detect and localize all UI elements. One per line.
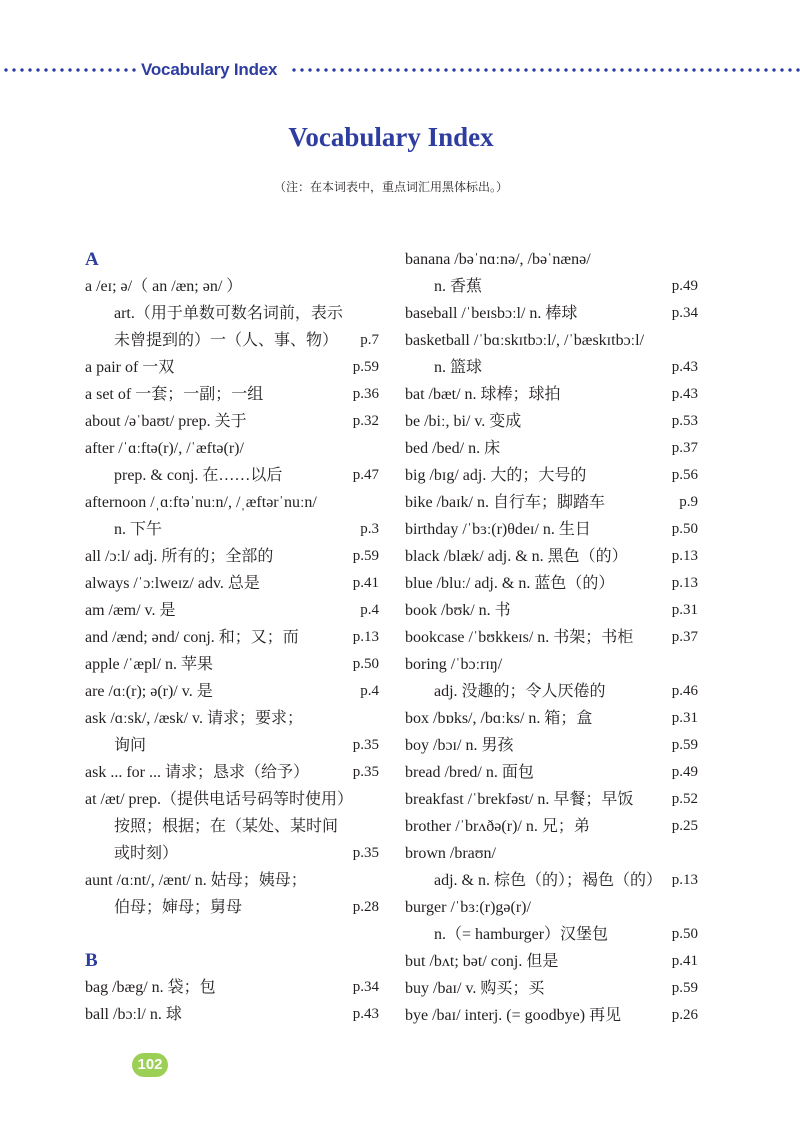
- vocab-entry-text: boring /ˈbɔːrɪŋ/: [405, 656, 503, 673]
- vocab-entry-text: a pair of 一双: [85, 359, 175, 376]
- vocab-entry: [405, 597, 698, 624]
- vocab-entry-text: ask /ɑːsk/, /æsk/ v. 请求；要求；: [85, 710, 304, 727]
- vocab-entry-page: p.26: [671, 1007, 698, 1023]
- vocab-entry: [85, 651, 379, 678]
- vocab-entry-page: p.49: [671, 764, 698, 780]
- vocab-entry: [85, 435, 379, 462]
- vocab-entry-page: p.43: [671, 386, 698, 402]
- vocab-entry-page: p.52: [671, 791, 698, 807]
- vocab-entry-page: p.46: [671, 683, 698, 699]
- section-letter-a: A: [85, 249, 99, 270]
- vocab-entry-page: p.37: [671, 440, 698, 456]
- vocab-entry-text: bed /bed/ n. 床: [405, 440, 501, 457]
- page-note: （注：在本词表中，重点词汇用黑体标出。）: [273, 180, 508, 194]
- vocab-entry: [405, 840, 698, 867]
- vocab-entry-text: always /ˈɔːlweɪz/ adv. 总是: [85, 575, 260, 592]
- vocab-entry-text: ask ... for ... 请求；恳求（给予）: [85, 764, 309, 781]
- vocab-entry: [85, 354, 379, 381]
- vocab-entry-text: art.（用于单数可数名词前，表示: [114, 305, 343, 322]
- vocab-entry: [405, 705, 698, 732]
- vocab-entry-page: p.59: [671, 980, 698, 996]
- vocab-entry-continuation: [85, 894, 379, 921]
- vocab-entry-page: p.9: [679, 494, 698, 510]
- vocab-entry: [405, 435, 698, 462]
- vocab-entry-page: p.13: [671, 575, 698, 591]
- vocab-entry: [85, 974, 379, 1001]
- vocab-entry-text: 或时刻）: [114, 845, 179, 862]
- vocab-entry-text: bye /baɪ/ interj. (= goodbye) 再见: [405, 1007, 622, 1024]
- vocab-entry: [85, 273, 379, 300]
- vocab-entry-text: 未曾提到的）一（人、事、物）: [114, 332, 339, 349]
- vocab-entry-page: p.43: [352, 1006, 379, 1022]
- vocab-entry-page: p.47: [352, 467, 379, 483]
- vocab-entry-text: bike /baɪk/ n. 自行车；脚踏车: [405, 494, 605, 511]
- vocab-entry-text: n. 香蕉: [434, 278, 483, 295]
- vocab-entry-page: p.13: [352, 629, 379, 645]
- vocab-entry-continuation: [85, 516, 379, 543]
- vocab-entry-text: after /ˈɑːftə(r)/, /ˈæftə(r)/: [85, 440, 244, 457]
- vocab-entry: [85, 678, 379, 705]
- vocab-entry-page: p.49: [671, 278, 698, 294]
- vocab-entry-page: p.31: [671, 602, 698, 618]
- vocab-entry-page: p.36: [352, 386, 379, 402]
- vocab-entry-text: but /bʌt; bət/ conj. 但是: [405, 953, 559, 970]
- vocab-entry-page: p.37: [671, 629, 698, 645]
- vocab-entry: [405, 462, 698, 489]
- vocab-entry-continuation: [405, 678, 698, 705]
- vocab-entry: [405, 327, 698, 354]
- vocab-entry-page: p.35: [352, 845, 379, 861]
- vocab-entry-text: 按照；根据；在（某处、某时间: [114, 818, 339, 835]
- vocab-entry-page: p.50: [671, 521, 698, 537]
- vocab-entry: [85, 786, 379, 813]
- vocab-entry-page: p.34: [671, 305, 698, 321]
- vocab-entry-text: burger /ˈbɜː(r)gə(r)/: [405, 899, 531, 916]
- vocab-entry-page: p.3: [360, 521, 379, 537]
- header-dot-rule-right: [290, 68, 800, 72]
- vocab-entry: [85, 381, 379, 408]
- vocab-entry-page: p.4: [360, 602, 379, 618]
- vocab-entry: [405, 948, 698, 975]
- vocab-entry: [405, 381, 698, 408]
- vocab-entry-page: p.7: [360, 332, 379, 348]
- vocab-entry-page: p.56: [671, 467, 698, 483]
- vocab-entry: [405, 543, 698, 570]
- vocab-entry: [85, 867, 379, 894]
- vocab-entry-text: a set of 一套；一副；一组: [85, 386, 264, 403]
- vocab-entry: [405, 813, 698, 840]
- vocab-entry-page: p.41: [352, 575, 379, 591]
- vocab-entry: [85, 543, 379, 570]
- vocab-entry: [405, 408, 698, 435]
- running-head-title: Vocabulary Index: [141, 60, 278, 79]
- vocab-entry: [405, 246, 698, 273]
- vocab-entry-page: p.43: [671, 359, 698, 375]
- vocab-entry-text: am /æm/ v. 是: [85, 602, 176, 619]
- vocab-entry: [85, 408, 379, 435]
- vocab-entry-page: p.59: [671, 737, 698, 753]
- vocab-entry-page: p.50: [352, 656, 379, 672]
- vocab-entry-continuation: [405, 354, 698, 381]
- vocab-entry-page: p.53: [671, 413, 698, 429]
- section-a-entries: [85, 273, 379, 921]
- vocab-entry-text: boy /bɔɪ/ n. 男孩: [405, 737, 514, 754]
- vocab-entry: [405, 516, 698, 543]
- vocab-entry-page: p.4: [360, 683, 379, 699]
- vocab-entry: [405, 894, 698, 921]
- vocab-entry-page: p.31: [671, 710, 698, 726]
- vocab-entry-page: p.34: [352, 979, 379, 995]
- page-number-badge: 102: [132, 1053, 168, 1077]
- header-dot-rule-left: [2, 68, 138, 72]
- vocab-entry: [405, 624, 698, 651]
- vocab-entry-text: big /bɪg/ adj. 大的；大号的: [405, 467, 587, 484]
- vocab-entry-continuation: [405, 921, 698, 948]
- vocab-entry-continuation: [85, 300, 379, 327]
- vocab-entry-text: blue /bluː/ adj. & n. 蓝色（的）: [405, 575, 615, 592]
- vocab-entry-page: p.13: [671, 872, 698, 888]
- vocab-entry-continuation: [85, 840, 379, 867]
- vocab-entry: [85, 759, 379, 786]
- vocab-entry-text: birthday /ˈbɜː(r)θdeɪ/ n. 生日: [405, 521, 591, 538]
- vocab-entry-text: bread /bred/ n. 面包: [405, 764, 534, 781]
- vocab-entry-text: 伯母；婶母；舅母: [114, 899, 243, 916]
- vocab-entry-text: brother /ˈbrʌðə(r)/ n. 兄；弟: [405, 818, 590, 835]
- vocab-entry-text: aunt /ɑːnt/, /ænt/ n. 姑母；姨母；: [85, 872, 307, 889]
- page-title: Vocabulary Index: [288, 122, 494, 152]
- vocab-entry-text: and /ænd; ənd/ conj. 和；又；而: [85, 629, 299, 646]
- vocab-entry-continuation: [85, 732, 379, 759]
- vocab-entry: [405, 786, 698, 813]
- vocab-entry-continuation: [85, 813, 379, 840]
- vocab-entry-page: p.13: [671, 548, 698, 564]
- vocab-entry-page: p.28: [352, 899, 379, 915]
- vocab-entry-text: n.（= hamburger）汉堡包: [434, 926, 609, 943]
- right-column: [405, 246, 698, 1029]
- vocab-entry-text: breakfast /ˈbrekfəst/ n. 早餐；早饭: [405, 791, 634, 808]
- vocab-entry-page: p.41: [671, 953, 698, 969]
- vocab-entry-text: adj. & n. 棕色（的）；褐色（的）: [434, 872, 662, 889]
- vocab-entry-text: prep. & conj. 在……以后: [114, 467, 283, 484]
- vocab-entry-text: n. 下午: [114, 521, 163, 538]
- vocab-entry-text: brown /braʊn/: [405, 845, 496, 862]
- vocab-entry-text: about /əˈbaʊt/ prep. 关于: [85, 413, 247, 430]
- vocab-entry-continuation: [85, 327, 379, 354]
- vocab-entry-text: basketball /ˈbɑːskɪtbɔːl/, /ˈbæskɪtbɔːl/: [405, 332, 645, 349]
- vocab-entry: [405, 489, 698, 516]
- vocab-entry-text: adj. 没趣的；令人厌倦的: [434, 683, 606, 700]
- vocab-entry-continuation: [85, 462, 379, 489]
- vocab-entry-continuation: [405, 273, 698, 300]
- vocab-entry: [405, 732, 698, 759]
- vocab-entry-text: buy /baɪ/ v. 购买；买: [405, 980, 545, 997]
- vocab-entry-page: p.59: [352, 359, 379, 375]
- vocab-entry: [405, 651, 698, 678]
- vocab-entry-page: p.25: [671, 818, 698, 834]
- vocab-entry: [85, 597, 379, 624]
- vocab-entry-text: baseball /ˈbeɪsbɔːl/ n. 棒球: [405, 305, 578, 322]
- vocab-entry-text: n. 篮球: [434, 359, 483, 376]
- vocab-entry-text: box /bɒks/, /bɑːks/ n. 箱；盒: [405, 710, 593, 727]
- vocab-entry-page: p.35: [352, 764, 379, 780]
- vocab-entry-text: book /bʊk/ n. 书: [405, 602, 511, 619]
- vocab-entry-page: p.32: [352, 413, 379, 429]
- vocab-entry-text: banana /bəˈnɑːnə/, /bəˈnænə/: [405, 251, 591, 268]
- vocab-entry: [405, 1002, 698, 1029]
- section-letter-b: B: [85, 950, 98, 971]
- vocab-entry: [85, 624, 379, 651]
- vocab-entry-page: p.50: [671, 926, 698, 942]
- vocab-entry-text: at /æt/ prep.（提供电话号码等时使用）: [85, 791, 353, 808]
- vocab-entry-text: are /ɑː(r); ə(r)/ v. 是: [85, 683, 213, 700]
- vocab-entry-text: apple /ˈæpl/ n. 苹果: [85, 656, 213, 673]
- section-b-entries: [85, 974, 379, 1028]
- vocab-entry-text: a /eɪ; ə/（ an /æn; ən/ ）: [85, 278, 243, 295]
- vocab-entry: [85, 1001, 379, 1028]
- vocab-entry: [405, 300, 698, 327]
- vocab-entry-text: 询问: [114, 737, 147, 754]
- vocab-entry: [405, 570, 698, 597]
- vocab-entry: [85, 570, 379, 597]
- vocab-entry-text: black /blæk/ adj. & n. 黑色（的）: [405, 548, 628, 565]
- vocab-entry: [85, 705, 379, 732]
- vocab-entry-text: ball /bɔːl/ n. 球: [85, 1006, 182, 1023]
- vocab-entry-text: bookcase /ˈbʊkkeɪs/ n. 书架；书柜: [405, 629, 634, 646]
- vocab-entry-page: p.35: [352, 737, 379, 753]
- vocab-entry: [405, 975, 698, 1002]
- vocab-entry-text: bag /bæg/ n. 袋；包: [85, 979, 216, 996]
- vocab-entry-text: be /biː, bi/ v. 变成: [405, 413, 522, 430]
- left-column: [85, 246, 379, 1028]
- vocab-entry-page: p.59: [352, 548, 379, 564]
- vocab-entry-text: all /ɔːl/ adj. 所有的；全部的: [85, 548, 274, 565]
- vocab-entry-continuation: [405, 867, 698, 894]
- vocab-entry: [405, 759, 698, 786]
- vocab-entry-text: bat /bæt/ n. 球棒；球拍: [405, 386, 561, 403]
- vocab-entry: [85, 489, 379, 516]
- running-header: [0, 56, 800, 84]
- vocab-entry-text: afternoon /ˌɑːftəˈnuːn/, /ˌæftərˈnuːn/: [85, 494, 317, 511]
